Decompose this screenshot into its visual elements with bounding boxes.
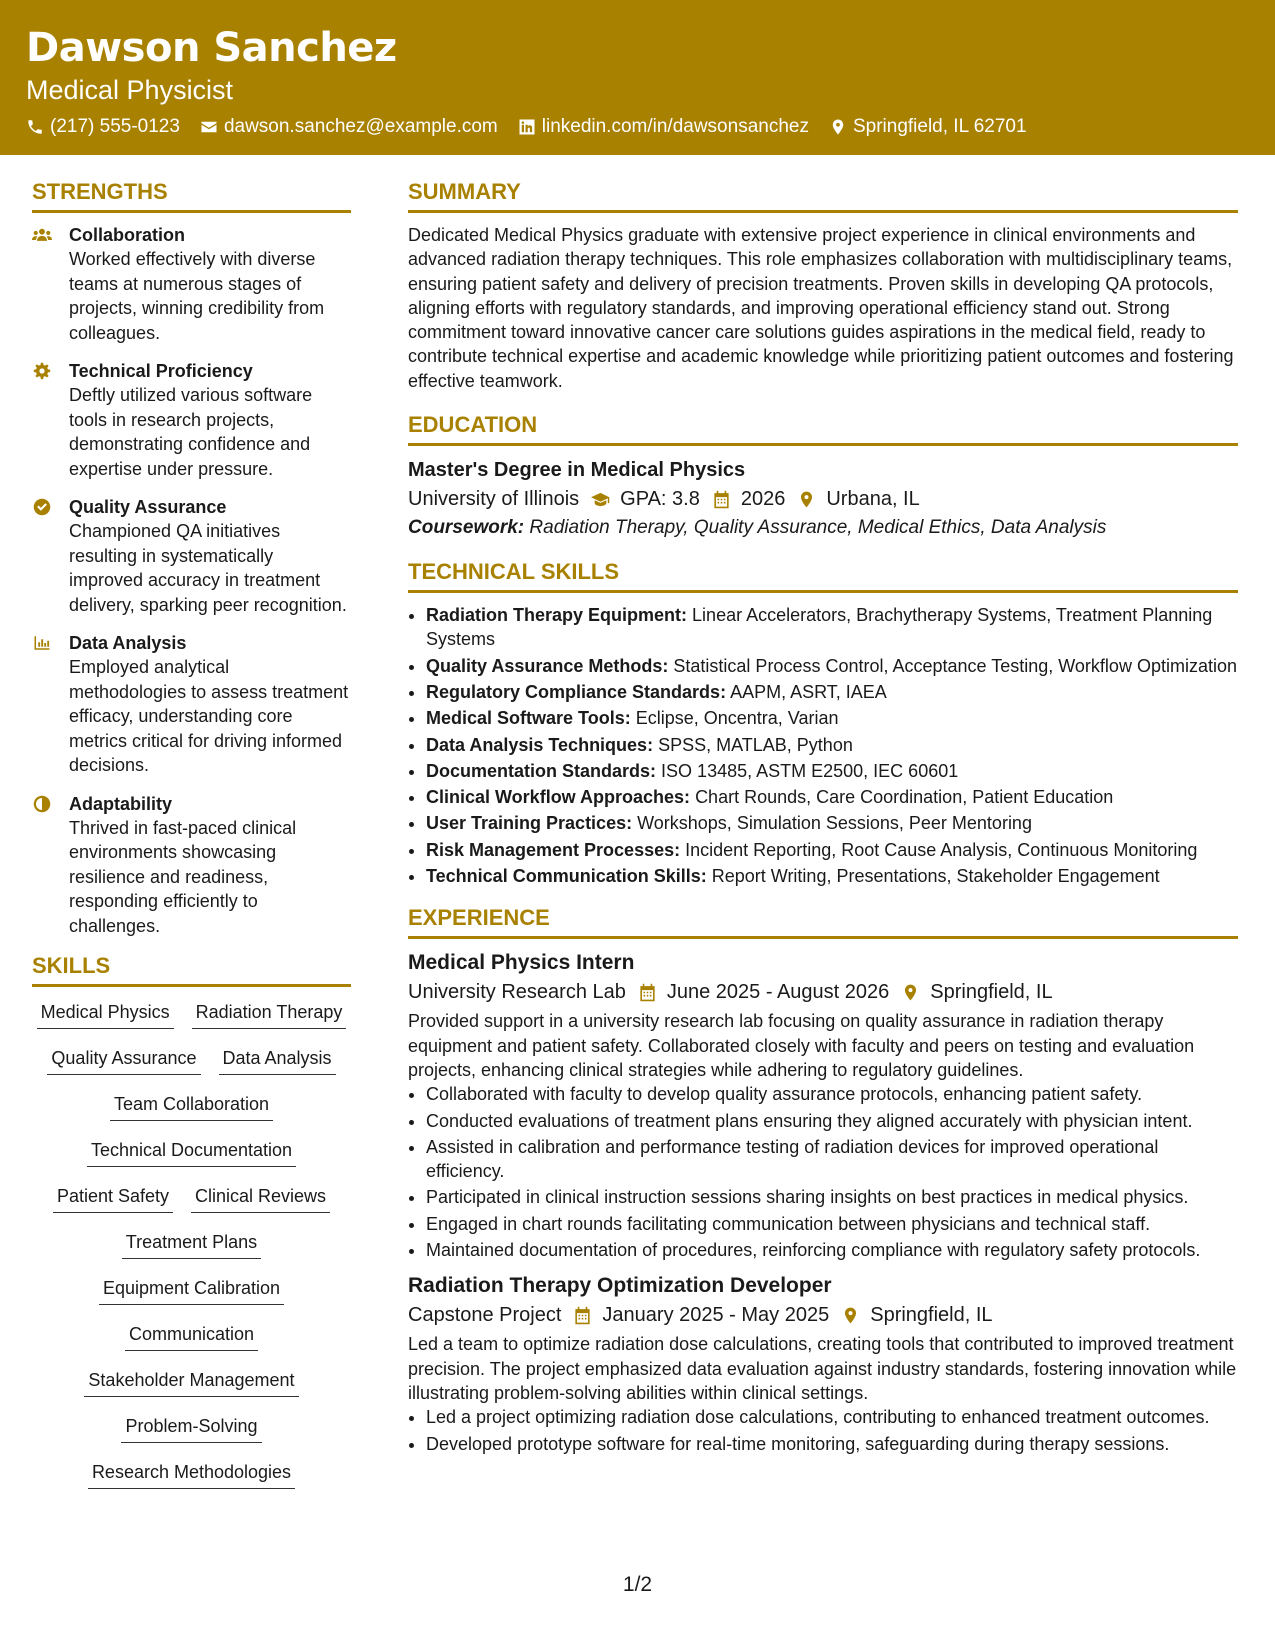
job-dates: June 2025 - August 2026 (666, 981, 890, 1004)
coursework-label: Coursework: (408, 517, 525, 539)
right-column (408, 178, 1238, 1458)
tech-skill-label: Regulatory Compliance Standards: (426, 681, 727, 702)
page-number: 1/2 (622, 1573, 653, 1596)
map-marker-icon (797, 490, 816, 509)
resume-header (0, 0, 1275, 155)
tech-skill-value: Chart Rounds, Care Coordination, Patient Education (695, 787, 1114, 808)
list-item (426, 706, 1238, 730)
adjust-icon (32, 795, 52, 813)
linkedin-text: linkedin.com/in/dawsonsanchez (541, 116, 809, 137)
contact-location (829, 115, 1027, 139)
skill-chip: Radiation Therapy (192, 997, 347, 1029)
strength-desc: Deftly utilized various software tools in research projects, demonstrating confidence and expertise under pressure. (69, 385, 313, 479)
education-meta (408, 484, 1238, 514)
list-item (426, 603, 1238, 652)
tech-skill-value: Workshops, Simulation Sessions, Peer Mentoring (637, 813, 1032, 834)
envelope-icon (200, 118, 218, 136)
job-location: Springfield, IL (870, 1304, 993, 1327)
tech-skill-label: Medical Software Tools: (426, 708, 631, 729)
job-dates: January 2025 - May 2025 (602, 1304, 830, 1327)
map-marker-icon (829, 118, 847, 136)
list-item (426, 785, 1238, 809)
list-item (426, 759, 1238, 783)
job-bullets (408, 1082, 1238, 1262)
degree-title: Master's Degree in Medical Physics (408, 459, 746, 482)
tech-skill-value: Eclipse, Oncentra, Varian (635, 708, 839, 729)
linkedin-icon (518, 118, 536, 136)
skill-chip: Problem-Solving (121, 1411, 261, 1443)
tech-skill-value: ISO 13485, ASTM E2500, IEC 60601 (661, 760, 959, 781)
job-description: Led a team to optimize radiation dose calculations, creating tools that contributed to improved treatment precision. The project emphasized data evaluation against industry standards, fostering innovation while illustrating problem-solving abilities within clinical settings. (408, 1334, 1237, 1403)
list-item (426, 680, 1238, 704)
list-item: • Conducted evaluations of treatment plans ensuring they aligned accurately with physician intent. (426, 1109, 1238, 1133)
map-marker-icon (841, 1306, 860, 1325)
strength-item (32, 495, 351, 617)
list-item (426, 864, 1238, 888)
skill-chip: Equipment Calibration (99, 1273, 284, 1305)
list-item: • Led a project optimizing radiation dose calculations, contributing to enhanced treatment outcomes. (426, 1405, 1238, 1429)
calendar-icon (638, 983, 657, 1002)
graduation-year: 2026 (740, 488, 786, 511)
tech-skill-value: Linear Accelerators, Brachytherapy Systems, Treatment Planning Systems (426, 605, 1213, 650)
users-icon (32, 226, 52, 244)
skill-chip: Patient Safety (53, 1181, 173, 1213)
experience-heading: EXPERIENCE (408, 904, 1238, 939)
skills-list (32, 997, 351, 1503)
job-location: Springfield, IL (930, 981, 1053, 1004)
summary-text: Dedicated Medical Physics graduate with extensive project experience in clinical environments and advanced radiation therapy techniques. This role emphasizes collaboration with multidisciplinary teams, ensuring patient safety and delivery of precision treatments. Proven skills in developing QA protocols, aligning efforts with regulatory standards, and improving operational efficiency stand out. Strong commitment toward innovative cancer care solutions guides aspirations in the medical field, ready to contribute technical expertise and academic knowledge while prioritizing patient outcomes and fostering effective teamwork. (408, 225, 1234, 391)
calendar-icon (712, 490, 731, 509)
summary-heading: SUMMARY (408, 178, 1238, 213)
skill-chip: Communication (125, 1319, 258, 1351)
skill-chip: Clinical Reviews (191, 1181, 330, 1213)
strength-item (32, 792, 351, 939)
list-item: • Assisted in calibration and performance testing of radiation devices for improved operational efficiency. (426, 1135, 1238, 1184)
strength-title: Adaptability (69, 793, 173, 814)
gear-icon (32, 362, 52, 380)
list-item (426, 838, 1238, 862)
job-description: Provided support in a university research lab focusing on quality assurance in radiation therapy equipment and patient safety. Collaborated closely with faculty and peers on testing and evaluation projects, enhancing clinical strategies while adhering to regulatory guidelines. (408, 1011, 1195, 1080)
gpa-text: GPA: 3.8 (620, 488, 700, 511)
coursework-list: Radiation Therapy, Quality Assurance, Medical Ethics, Data Analysis (529, 517, 1107, 539)
tech-skill-label: Quality Assurance Methods: (426, 655, 669, 676)
job-org: University Research Lab (408, 981, 626, 1004)
strength-title: Technical Proficiency (69, 361, 253, 381)
tech-skill-label: Risk Management Processes: (426, 839, 681, 860)
tech-skill-label: Documentation Standards: (426, 760, 657, 781)
list-item (426, 733, 1238, 757)
phone-icon (26, 118, 44, 136)
skill-chip: Medical Physics (37, 997, 174, 1029)
strength-desc: Employed analytical methodologies to assess treatment efficacy, understanding core metrics critical for driving informed decisions. (69, 657, 349, 775)
job-title: Medical Physics Intern (408, 951, 635, 975)
skill-chip: Stakeholder Management (84, 1365, 298, 1397)
school-name: University of Illinois (408, 488, 580, 511)
skill-chip: Research Methodologies (88, 1457, 295, 1489)
strength-title: Data Analysis (69, 633, 187, 653)
skill-chip: Technical Documentation (87, 1135, 296, 1167)
list-item: • Developed prototype software for real-time monitoring, safeguarding during therapy sessions. (426, 1432, 1238, 1456)
tech-skill-value: SPSS, MATLAB, Python (658, 734, 853, 755)
school-location: Urbana, IL (826, 488, 920, 511)
email-text: dawson.sanchez@example.com (223, 116, 498, 137)
skill-chip: Quality Assurance (47, 1043, 200, 1075)
skills-heading: SKILLS (32, 952, 351, 987)
strength-desc: Worked effectively with diverse teams at numerous stages of projects, winning credibility from colleagues. (69, 249, 325, 343)
skill-chip: Data Analysis (219, 1043, 336, 1075)
strength-title: Collaboration (69, 225, 185, 245)
tech-skill-label: Technical Communication Skills: (426, 866, 707, 887)
calendar-icon (573, 1306, 592, 1325)
job-title: Radiation Therapy Optimization Developer (408, 1274, 832, 1298)
contact-email[interactable] (200, 115, 498, 139)
list-item: • Engaged in chart rounds facilitating communication between physicians and technical staff. (426, 1212, 1238, 1236)
skill-chip: Team Collaboration (110, 1089, 273, 1121)
technical-skills-list (408, 603, 1238, 888)
strength-title: Quality Assurance (69, 497, 227, 517)
bar-chart-icon (32, 634, 52, 652)
phone-text: (217) 555-0123 (50, 116, 180, 137)
list-item: • Participated in clinical instruction sessions sharing insights on best practices in medical physics. (426, 1185, 1238, 1209)
strength-desc: Thrived in fast-paced clinical environments showcasing resilience and readiness, responding efficiently to challenges. (69, 817, 297, 936)
candidate-role: Medical Physicist (26, 75, 234, 105)
job-bullets (408, 1405, 1238, 1456)
coursework (408, 514, 1238, 542)
list-item (426, 654, 1238, 678)
candidate-name: Dawson Sanchez (26, 25, 397, 71)
tech-skill-label: Clinical Workflow Approaches: (426, 787, 691, 808)
strength-item (32, 359, 351, 481)
job-meta (408, 977, 1238, 1007)
location-text: Springfield, IL 62701 (852, 116, 1027, 137)
tech-skill-label: User Training Practices: (426, 813, 633, 834)
contact-linkedin[interactable] (518, 115, 809, 139)
check-circle-icon (32, 498, 52, 516)
strength-item (32, 223, 351, 345)
job-entry (408, 949, 1238, 1262)
left-column (32, 178, 351, 1503)
strengths-heading: STRENGTHS (32, 178, 351, 213)
tech-skill-value: Statistical Process Control, Acceptance Testing, Workflow Optimization (673, 655, 1237, 676)
tech-skill-value: Report Writing, Presentations, Stakeholder Engagement (711, 866, 1160, 887)
map-marker-icon (901, 983, 920, 1002)
tech-skill-value: Incident Reporting, Root Cause Analysis, Continuous Monitoring (685, 839, 1198, 860)
tech-skill-label: Data Analysis Techniques: (426, 734, 654, 755)
contact-phone[interactable] (26, 115, 180, 139)
contact-bar (26, 115, 1027, 139)
list-item: • Collaborated with faculty to develop quality assurance protocols, enhancing patient safety. (426, 1082, 1238, 1106)
tech-skill-label: Radiation Therapy Equipment: (426, 605, 688, 626)
job-org: Capstone Project (408, 1304, 562, 1327)
strength-desc: Championed QA initiatives resulting in systematically improved accuracy in treatment delivery, sparking peer recognition. (69, 521, 347, 615)
skill-chip: Treatment Plans (122, 1227, 261, 1259)
strength-item (32, 631, 351, 778)
education-heading: EDUCATION (408, 411, 1238, 446)
technical-skills-heading: TECHNICAL SKILLS (408, 558, 1238, 593)
graduation-cap-icon (591, 490, 610, 509)
list-item: • Maintained documentation of procedures, reinforcing compliance with regulatory safety protocols. (426, 1238, 1238, 1262)
job-meta (408, 1300, 1238, 1330)
job-entry (408, 1272, 1238, 1455)
tech-skill-value: AAPM, ASRT, IAEA (730, 681, 887, 702)
list-item (426, 811, 1238, 835)
